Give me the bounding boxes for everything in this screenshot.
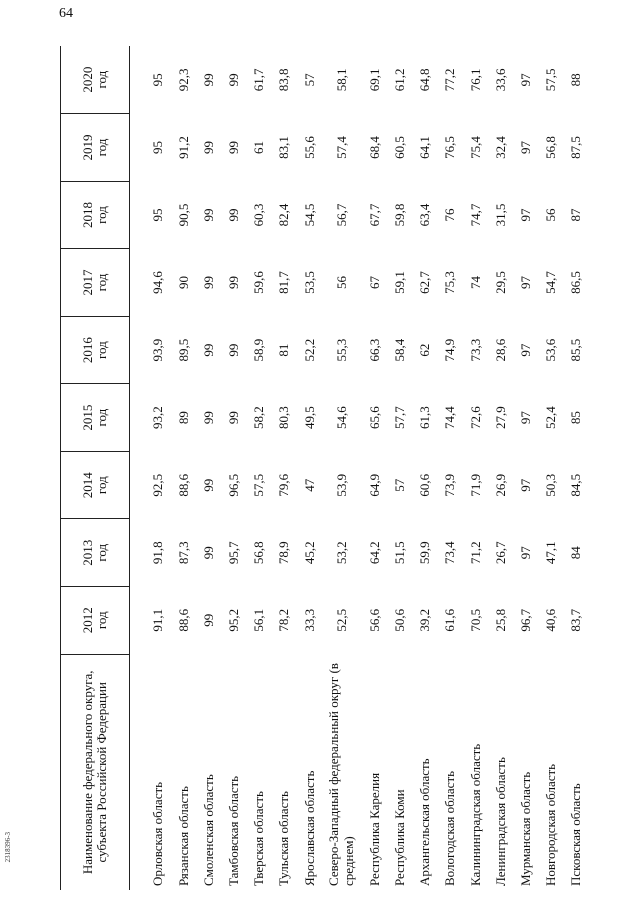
value-cell: 96,7	[517, 608, 533, 632]
value-cell: 73,4	[442, 541, 458, 565]
value-cell: 84,5	[568, 473, 584, 497]
table-row	[388, 46, 413, 890]
value-cell: 27,9	[492, 406, 508, 430]
value-cell: 97	[517, 276, 533, 290]
year-label: 2013	[79, 539, 95, 566]
value-cell: 77,2	[442, 68, 458, 92]
region-name-cell: Калининградская область	[467, 743, 483, 886]
value-cell: 75,3	[442, 271, 458, 294]
table-row	[488, 46, 513, 890]
value-cell: 99	[200, 613, 216, 627]
value-cell: 79,6	[276, 473, 292, 497]
value-cell: 63,4	[417, 203, 433, 227]
value-cell: 29,5	[492, 271, 508, 294]
value-cell: 71,9	[467, 473, 483, 497]
value-cell: 33,6	[492, 68, 508, 92]
value-cell: 57	[391, 478, 407, 492]
value-cell: 81	[276, 343, 292, 357]
value-cell: 53,5	[301, 271, 317, 294]
year-column-header	[61, 316, 130, 384]
value-cell: 56,8	[251, 541, 267, 565]
value-cell: 47,1	[543, 541, 559, 565]
year-label: 2019	[79, 134, 95, 161]
value-cell: 91,8	[150, 541, 166, 565]
region-name-cell: Ярославская область	[301, 770, 317, 886]
value-cell: 99	[226, 208, 241, 222]
year-label: 2014	[79, 472, 95, 499]
year-unit-label: год	[94, 543, 109, 562]
region-name-cell: Псковская область	[568, 783, 584, 886]
table-header-row	[61, 46, 130, 890]
value-cell: 96,5	[226, 473, 241, 497]
value-cell: 80,3	[276, 406, 292, 430]
value-cell: 65,6	[366, 406, 382, 430]
value-cell: 88,6	[175, 473, 191, 497]
value-cell: 97	[517, 343, 533, 357]
value-cell: 91,2	[175, 136, 191, 159]
value-cell: 95	[150, 208, 166, 222]
value-cell: 70,5	[467, 608, 483, 632]
value-cell: 99	[226, 73, 241, 87]
value-cell: 64,1	[417, 136, 433, 159]
value-cell: 56	[543, 208, 559, 222]
table-row	[564, 46, 589, 890]
value-cell: 99	[226, 140, 241, 154]
table-row	[463, 46, 488, 890]
table-row	[413, 46, 438, 890]
value-cell: 74,7	[467, 203, 483, 227]
year-column-header	[61, 384, 130, 452]
year-column-header	[61, 46, 130, 114]
value-cell: 50,3	[543, 473, 559, 497]
value-cell: 50,6	[391, 608, 407, 632]
value-cell: 53,9	[334, 473, 350, 497]
value-cell: 53,2	[334, 541, 350, 565]
value-cell: 93,2	[150, 406, 166, 430]
value-cell: 57,7	[391, 406, 407, 430]
value-cell: 97	[517, 478, 533, 492]
value-cell: 68,4	[366, 136, 382, 159]
value-cell: 81,7	[276, 271, 292, 294]
value-cell: 40,6	[543, 608, 559, 632]
value-cell: 52,5	[334, 608, 350, 632]
value-cell: 76,1	[467, 68, 483, 92]
table-row	[146, 46, 171, 890]
value-cell: 59,9	[417, 541, 433, 565]
value-cell: 62	[417, 343, 433, 357]
value-cell: 73,9	[442, 473, 458, 497]
value-cell: 71,2	[467, 541, 483, 565]
value-cell: 97	[517, 140, 533, 154]
value-cell: 52,2	[301, 338, 317, 362]
value-cell: 67,7	[366, 203, 382, 227]
value-cell: 97	[517, 546, 533, 560]
year-unit-label: год	[94, 341, 109, 359]
year-column-header	[61, 451, 130, 519]
value-cell: 99	[226, 276, 241, 290]
value-cell: 88,6	[175, 608, 191, 632]
value-cell: 99	[200, 276, 216, 290]
value-cell: 49,5	[301, 406, 317, 430]
name-column-header: Наименование федерального округа, субъекта Российской Федерации	[61, 654, 130, 890]
value-cell: 99	[200, 208, 216, 222]
value-cell: 56,6	[366, 608, 382, 632]
region-name-cell: Ленинградская область	[492, 757, 508, 886]
year-label: 2017	[79, 269, 95, 296]
value-cell: 26,7	[492, 541, 508, 565]
value-cell: 33,3	[301, 608, 317, 632]
region-name-cell: Республика Коми	[391, 789, 407, 886]
table-row	[222, 46, 247, 890]
value-cell: 57,5	[251, 473, 267, 497]
value-cell: 75,4	[467, 136, 483, 159]
value-cell: 90	[175, 276, 191, 290]
region-name-cell: Мурманская область	[517, 771, 533, 886]
data-table	[60, 46, 589, 890]
table-row	[322, 46, 362, 890]
value-cell: 57,4	[334, 136, 350, 159]
year-column-header	[61, 519, 130, 587]
year-unit-label: год	[94, 70, 109, 89]
value-cell: 66,3	[366, 338, 382, 362]
value-cell: 95,2	[226, 608, 241, 632]
value-cell: 78,2	[276, 608, 292, 632]
value-cell: 61,3	[417, 406, 433, 430]
value-cell: 89	[175, 411, 191, 425]
value-cell: 32,4	[492, 136, 508, 159]
year-unit-label: год	[94, 138, 109, 157]
year-column-header	[61, 181, 130, 249]
page-number: 64	[59, 6, 73, 21]
value-cell: 91,1	[150, 608, 166, 632]
value-cell: 58,4	[391, 338, 407, 362]
value-cell: 58,9	[251, 338, 267, 362]
value-cell: 61,7	[251, 68, 267, 92]
region-name-cell: Северо-Западный федеральный округ (в среднем)	[326, 663, 357, 886]
table-row	[171, 46, 196, 890]
value-cell: 99	[226, 411, 241, 425]
value-cell: 76,5	[442, 136, 458, 159]
year-label: 2016	[79, 337, 95, 364]
table-row	[272, 46, 297, 890]
value-cell: 67	[366, 276, 382, 290]
value-cell: 99	[200, 140, 216, 154]
table-row	[362, 46, 387, 890]
value-cell: 56	[334, 276, 350, 290]
value-cell: 51,5	[391, 541, 407, 565]
year-label: 2018	[79, 202, 95, 228]
value-cell: 74,9	[442, 338, 458, 362]
value-cell: 99	[200, 343, 216, 357]
value-cell: 62,7	[417, 271, 433, 294]
value-cell: 57,5	[543, 68, 559, 92]
region-name-cell: Республика Карелия	[366, 772, 382, 886]
value-cell: 69,1	[366, 68, 382, 92]
value-cell: 83,1	[276, 136, 292, 159]
region-name-cell: Новгородская область	[543, 763, 559, 886]
value-cell: 58,2	[251, 406, 267, 430]
region-name-cell: Тамбовская область	[226, 775, 241, 886]
region-name-cell: Вологодская область	[442, 770, 458, 886]
year-label: 2020	[79, 66, 95, 93]
value-cell: 54,5	[301, 203, 317, 227]
value-cell: 60,3	[251, 203, 267, 227]
region-name-cell: Орловская область	[150, 781, 166, 886]
year-unit-label: год	[94, 611, 109, 630]
value-cell: 73,3	[467, 338, 483, 362]
value-cell: 59,6	[251, 271, 267, 294]
value-cell: 99	[226, 343, 241, 357]
region-name-cell: Тверская область	[251, 791, 267, 886]
value-cell: 99	[200, 478, 216, 492]
value-cell: 61,6	[442, 608, 458, 632]
value-cell: 97	[517, 73, 533, 87]
value-cell: 86,5	[568, 271, 584, 294]
value-cell: 82,4	[276, 203, 292, 227]
year-label: 2012	[79, 607, 95, 634]
rotated-table-container	[60, 46, 584, 890]
value-cell: 95	[150, 73, 166, 87]
value-cell: 55,6	[301, 136, 317, 159]
value-cell: 54,7	[543, 271, 559, 294]
year-column-header	[61, 249, 130, 317]
value-cell: 64,2	[366, 541, 382, 565]
value-cell: 85,5	[568, 338, 584, 362]
year-unit-label: год	[94, 206, 109, 224]
value-cell: 61,2	[391, 68, 407, 92]
region-name-cell: Рязанская область	[175, 786, 191, 886]
value-cell: 72,6	[467, 406, 483, 430]
value-cell: 55,3	[334, 338, 350, 362]
value-cell: 95	[150, 140, 166, 154]
table-row	[513, 46, 538, 890]
value-cell: 60,6	[417, 473, 433, 497]
value-cell: 94,6	[150, 271, 166, 294]
value-cell: 61	[251, 140, 267, 154]
table-row	[438, 46, 463, 890]
year-label: 2015	[79, 404, 95, 431]
year-column-header	[61, 587, 130, 655]
value-cell: 26,9	[492, 473, 508, 497]
table-row	[247, 46, 272, 890]
value-cell: 92,5	[150, 473, 166, 497]
value-cell: 87,3	[175, 541, 191, 565]
document-code: 2318396-3	[4, 832, 12, 863]
value-cell: 45,2	[301, 541, 317, 565]
value-cell: 83,7	[568, 608, 584, 632]
table-spacer-row	[130, 46, 147, 890]
value-cell: 99	[200, 73, 216, 87]
value-cell: 93,9	[150, 338, 166, 362]
value-cell: 95,7	[226, 541, 241, 565]
value-cell: 92,3	[175, 68, 191, 92]
value-cell: 57	[301, 73, 317, 87]
value-cell: 56,8	[543, 136, 559, 159]
value-cell: 47	[301, 478, 317, 492]
year-column-header	[61, 114, 130, 182]
table-body	[130, 46, 590, 890]
value-cell: 54,6	[334, 406, 350, 430]
value-cell: 64,9	[366, 473, 382, 497]
value-cell: 76	[442, 208, 458, 222]
value-cell: 88	[568, 73, 584, 87]
value-cell: 74	[467, 276, 483, 290]
value-cell: 52,4	[543, 406, 559, 430]
value-cell: 31,5	[492, 203, 508, 227]
value-cell: 97	[517, 208, 533, 222]
region-name-cell: Архангельская область	[417, 758, 433, 886]
region-name-cell: Тульская область	[276, 791, 292, 886]
year-unit-label: год	[94, 476, 109, 495]
value-cell: 64,8	[417, 68, 433, 92]
value-cell: 59,1	[391, 271, 407, 294]
value-cell: 89,5	[175, 338, 191, 362]
value-cell: 60,5	[391, 136, 407, 159]
value-cell: 39,2	[417, 608, 433, 632]
value-cell: 25,8	[492, 608, 508, 632]
value-cell: 90,5	[175, 203, 191, 227]
value-cell: 56,1	[251, 608, 267, 632]
value-cell: 56,7	[334, 203, 350, 227]
value-cell: 83,8	[276, 68, 292, 92]
value-cell: 99	[200, 411, 216, 425]
region-name-cell: Смоленская область	[200, 774, 216, 886]
value-cell: 87,5	[568, 136, 584, 159]
value-cell: 85	[568, 411, 584, 425]
value-cell: 28,6	[492, 338, 508, 362]
value-cell: 58,1	[334, 68, 350, 92]
table-row	[297, 46, 322, 890]
value-cell: 84	[568, 546, 584, 560]
table-row	[539, 46, 564, 890]
value-cell: 53,6	[543, 338, 559, 362]
year-unit-label: год	[94, 273, 109, 292]
value-cell: 99	[200, 546, 216, 560]
value-cell: 97	[517, 411, 533, 425]
year-unit-label: год	[94, 408, 109, 427]
table-row	[196, 46, 221, 890]
value-cell: 59,8	[391, 203, 407, 227]
value-cell: 74,4	[442, 406, 458, 430]
value-cell: 87	[568, 208, 584, 222]
value-cell: 78,9	[276, 541, 292, 565]
